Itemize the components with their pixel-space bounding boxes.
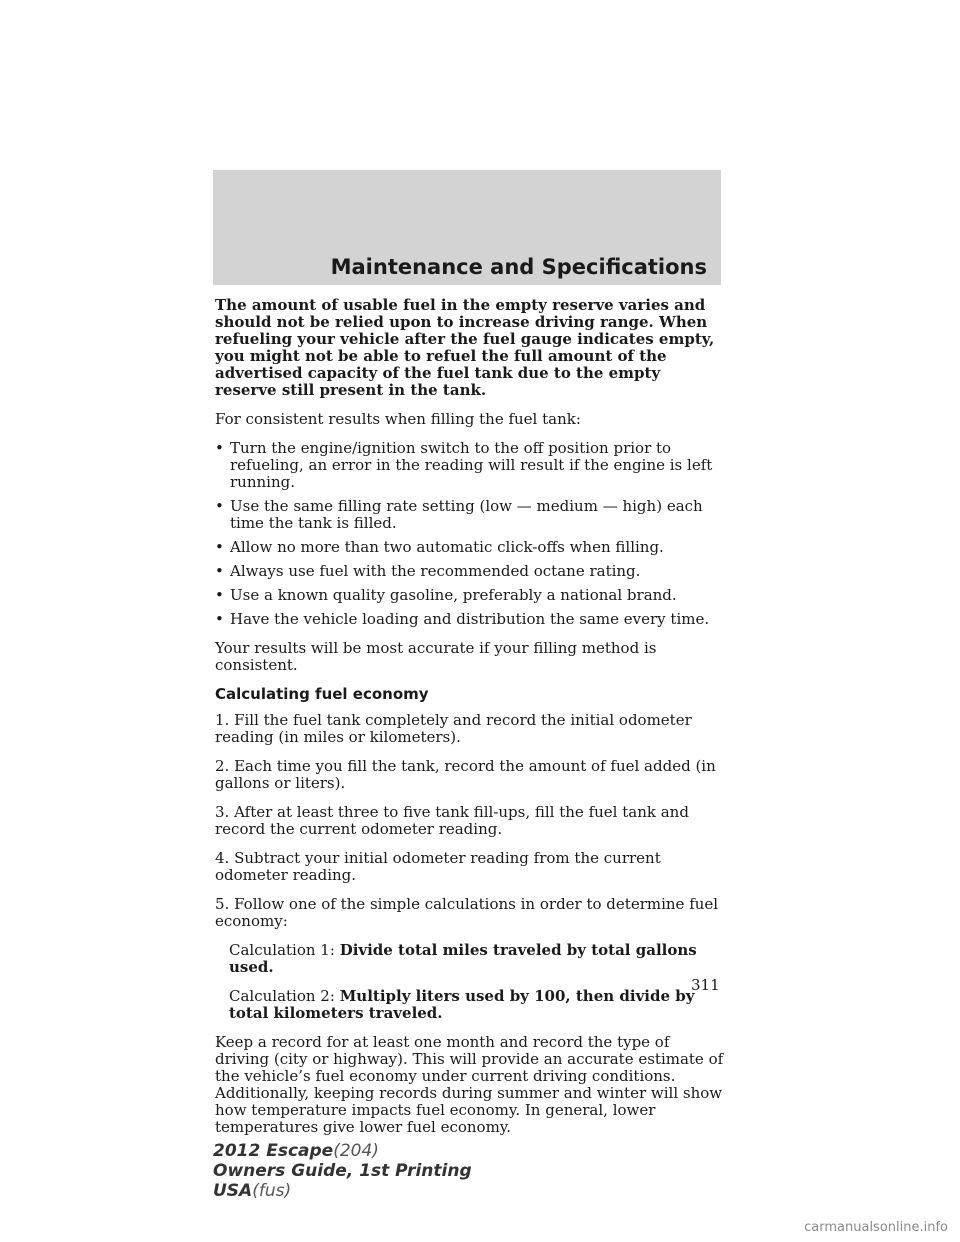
step-2: 2. Each time you fill the tank, record the amount of fuel added (in gallons or liters). [215, 757, 716, 792]
step-4: 4. Subtract your initial odometer reading from the current odometer reading. [215, 849, 661, 884]
footer-line-region [213, 1181, 472, 1201]
calculation-2 [215, 988, 725, 1022]
filling-tips-list [215, 440, 725, 628]
bullet-icon: • [215, 610, 224, 628]
step-5: 5. Follow one of the simple calculations in order to determine fuel economy: [215, 895, 719, 930]
footer-model: 2012 Escape [213, 1141, 334, 1161]
list-item-text: Always use fuel with the recommended octane rating. [230, 562, 641, 580]
calculating-fuel-economy-heading: Calculating fuel economy [215, 685, 429, 703]
list-item [215, 563, 725, 580]
bullet-icon: • [215, 497, 224, 515]
bullet-icon: • [215, 562, 224, 580]
calculation-formula: Multiply liters used by 100, then divide by total kilometers traveled. [229, 987, 695, 1022]
footer-region-code: (fus) [252, 1181, 292, 1201]
page-number: 311 [691, 976, 720, 994]
list-item [215, 587, 725, 604]
accuracy-note: Your results will be most accurate if your filling method is consistent. [215, 639, 657, 674]
list-item [215, 440, 725, 491]
list-item-text: Turn the engine/ignition switch to the off position prior to refueling, an error in the reading will result if the engine is left running. [230, 439, 713, 491]
footer-model-code: (204) [333, 1141, 379, 1161]
section-title: Maintenance and Specifications [330, 255, 707, 279]
list-item-text: Allow no more than two automatic click-offs when filling. [230, 538, 664, 556]
list-item [215, 611, 725, 628]
bullet-icon: • [215, 538, 224, 556]
consistent-results-intro: For consistent results when filling the fuel tank: [215, 410, 581, 428]
list-item-text: Have the vehicle loading and distribution the same every time. [230, 610, 710, 628]
footer-printing: Owners Guide, 1st Printing [213, 1161, 472, 1181]
calculation-1 [215, 942, 725, 976]
list-item [215, 498, 725, 532]
bullet-icon: • [215, 586, 224, 604]
watermark-link[interactable]: carmanualsonline.info [804, 1220, 948, 1235]
list-item-text: Use the same filling rate setting (low — medium — high) each time the tank is filled. [230, 497, 703, 532]
calculation-label: Calculation 1: [229, 941, 335, 959]
footer-line-model [213, 1141, 472, 1161]
section-header-band [213, 170, 721, 285]
bullet-icon: • [215, 439, 224, 457]
calculation-label: Calculation 2: [229, 987, 335, 1005]
list-item [215, 539, 725, 556]
footer-edition-info [213, 1141, 472, 1201]
reserve-warning-paragraph: The amount of usable fuel in the empty reserve varies and should not be relied upon to increase driving range. When refueling your vehicle after the fuel gauge indicates empty, you might not be able to refuel the full amount of the advertised capacity of the fuel tank due to the empty reserve still present in the tank. [215, 296, 715, 399]
footer-region: USA [213, 1181, 253, 1201]
calculation-formula: Divide total miles traveled by total gallons used. [229, 941, 697, 976]
page-content [215, 297, 725, 1148]
step-1: 1. Fill the fuel tank completely and record the initial odometer reading (in miles or kilometers). [215, 711, 692, 746]
step-3: 3. After at least three to five tank fill-ups, fill the fuel tank and record the current odometer reading. [215, 803, 689, 838]
closing-paragraph: Keep a record for at least one month and record the type of driving (city or highway). This will provide an accurate estimate of the vehicle’s fuel economy under current driving conditions. Additionally, keeping records during summer and winter will show how temperature impacts fuel economy. In general, lower temperatures give lower fuel economy. [215, 1033, 724, 1136]
list-item-text: Use a known quality gasoline, preferably a national brand. [230, 586, 677, 604]
